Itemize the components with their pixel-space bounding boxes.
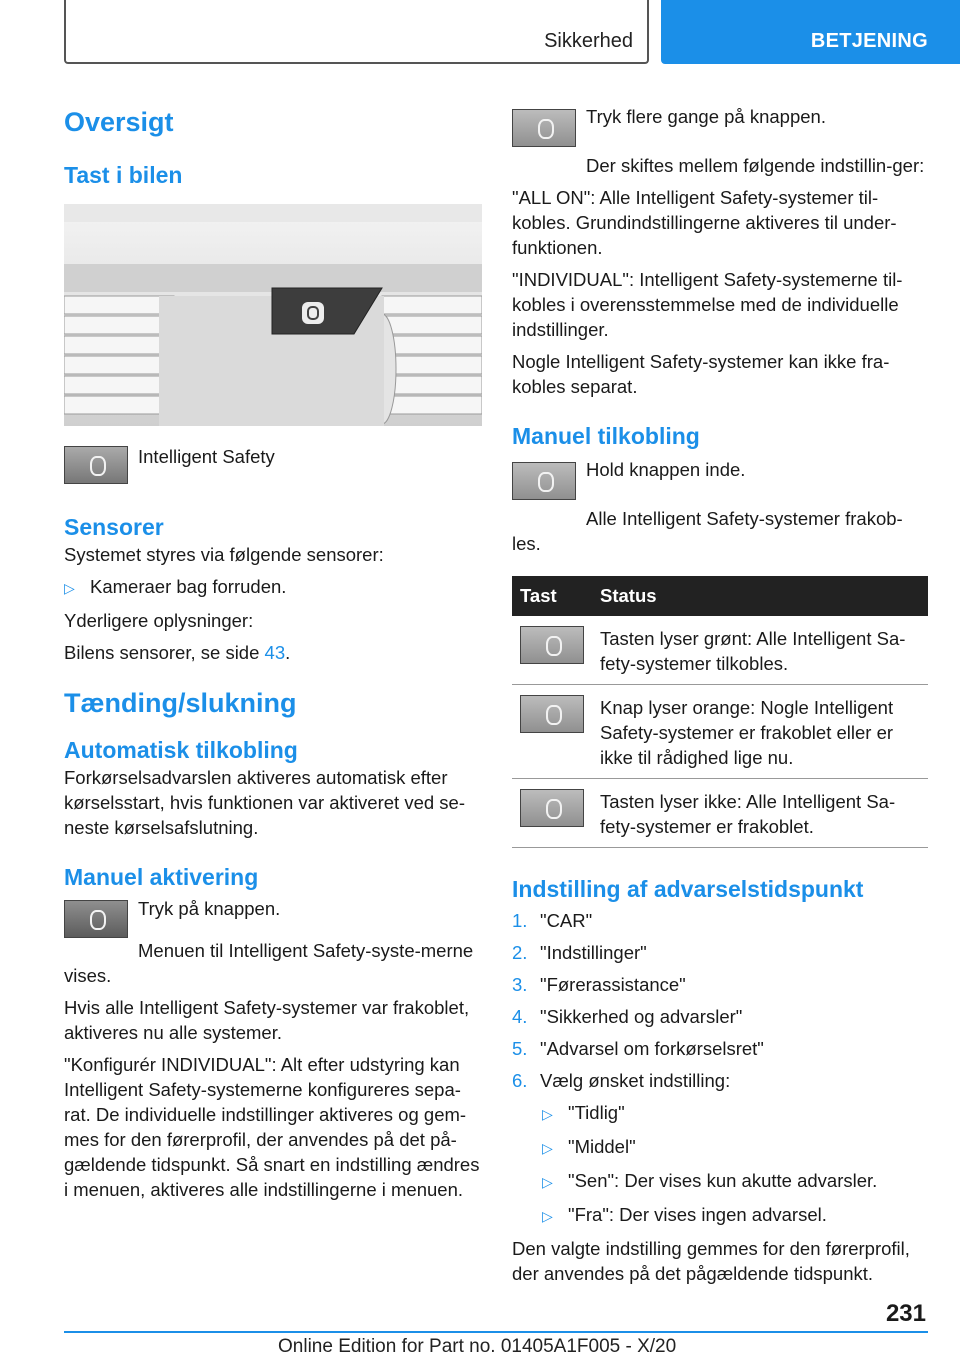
step-number: 3. [512,974,528,995]
table-header-status: Status [592,576,928,616]
page-number: 231 [885,1300,926,1327]
option-text: "Fra": Der vises ingen advarsel. [568,1204,827,1225]
list-item [542,1100,928,1127]
list-item [512,908,928,933]
nogle-text: Nogle Intelligent Safety-systemer kan ikke fra-kobles separat. [512,351,890,397]
step-number: 5. [512,1038,528,1059]
all-on-text: "ALL ON": Alle Intelligent Safety-systemer til-kobles. Grundindstillingerne aktiveres til under-funktionen. [512,187,897,258]
sensorer-intro: Systemet styres via følgende sensorer: [64,544,384,565]
step-number: 1. [512,910,528,931]
header-chapter-tab [661,0,960,64]
options-list [542,1100,928,1229]
header-section-tab [64,0,649,64]
header-chapter-label: BETJENING [810,30,928,52]
more-info: Yderligere oplysninger: [64,610,254,631]
triangle-bullet-icon: ▷ [542,1174,553,1190]
option-text: "Middel" [568,1136,636,1157]
dashboard-illustration [64,204,482,426]
sensorer-bullet-text: Kameraer bag forruden. [90,576,287,597]
option-text: "Sen": Der vises kun akutte advarsler. [568,1170,878,1191]
left-column [64,100,482,1202]
auto-text: Forkørselsadvarslen aktiveres automatisk efter kørselsstart, hvis funktionen var aktiveret ved se-neste kørselsafslutning. [64,767,465,838]
manuel-aktivering-row [64,896,482,938]
off-button-icon [520,789,584,827]
sensorer-bullet [64,574,482,601]
step-text: "CAR" [540,910,593,931]
list-item [512,940,928,965]
table-header-tast: Tast [512,576,592,616]
auto-heading: Automatisk tilkobling [64,737,298,763]
manuel-akt-line2: Menuen til Intelligent Safety-syste-merne vises. [64,940,474,986]
intelligent-safety-button-icon [512,109,576,147]
footer-divider [64,1331,928,1333]
table-cell-status: Tasten lyser ikke: Alle Intelligent Sa-fety-systemer er frakoblet. [592,779,928,848]
step-number: 2. [512,942,528,963]
header-section-label: Sikkerhed [544,30,633,52]
step-number: 6. [512,1070,528,1091]
list-item [512,972,928,997]
page-title: Oversigt [64,107,174,137]
step-text: "Indstillinger" [540,942,647,963]
triangle-bullet-icon: ▷ [542,1208,553,1224]
step-text: "Førerassistance" [540,974,686,995]
list-item [542,1168,928,1195]
tast-heading: Tast i bilen [64,162,183,188]
footer-edition: Online Edition for Part no. 01405A1F005 - X/20 [278,1336,677,1357]
option-text: "Tidlig" [568,1102,625,1123]
list-item [542,1202,928,1229]
press-line1: Tryk flere gange på knappen. [586,106,826,127]
steps-list [512,908,928,1093]
taending-heading: Tænding/slukning [64,688,297,718]
press-row [512,104,928,147]
manuel-tilkobling-heading: Manuel tilkobling [512,423,700,449]
right-column [512,100,928,1286]
sensor-reference [64,640,482,665]
step-text: Vælg ønsket indstilling: [540,1070,731,1091]
list-item [512,1004,928,1029]
hold-line2: Alle Intelligent Safety-systemer frakob-les. [512,508,903,554]
intelligent-safety-button-icon [512,462,576,500]
status-table [512,576,928,848]
button-caption: Intelligent Safety [138,446,275,467]
sensor-ref-end: . [285,642,291,663]
sensor-ref-page-link[interactable]: 43 [264,642,286,663]
closing-text: Den valgte indstilling gemmes for den førerprofil, der anvendes på det pågældende tidspunkt. [512,1238,910,1284]
individual-text: "INDIVIDUAL": Intelligent Safety-systemerne til-kobles i overensstemmelse med de individuelle indstillinger. [512,269,903,340]
table-cell-status: Knap lyser orange: Nogle Intelligent Safety-systemer er frakoblet eller er ikke til rådighed lige nu. [592,685,928,779]
triangle-bullet-icon: ▷ [542,1106,553,1122]
manuel-akt-line1: Tryk på knappen. [138,898,281,919]
intelligent-safety-button-row [64,446,482,484]
triangle-bullet-icon: ▷ [64,580,75,596]
orange-button-icon [520,695,584,733]
step-number: 4. [512,1006,528,1027]
intelligent-safety-button-icon [64,900,128,938]
list-item [512,1068,928,1093]
table-row [512,685,928,779]
press-line2: Der skiftes mellem følgende indstillin-ger: [586,155,925,176]
sensor-ref-text: Bilens sensorer, se side [64,642,265,663]
dashboard-photo [64,204,482,426]
manuel-aktivering-heading: Manuel aktivering [64,864,259,890]
intelligent-safety-button-icon [64,446,128,484]
manuel-akt-p2: Hvis alle Intelligent Safety-systemer var frakoblet, aktiveres nu alle systemer. [64,997,470,1043]
table-cell-status: Tasten lyser grønt: Alle Intelligent Sa-fety-systemer tilkobles. [592,616,928,685]
green-button-icon [520,626,584,664]
manuel-akt-p3: "Konfigurér INDIVIDUAL": Alt efter udstyring kan Intelligent Safety-systemerne konfigureres sepa-rat. De individuelle indstillinger aktiveres og gem-mes for den førerprofil, der anvendes på det på-gældende tidspunkt. Så snart en indstilling ændres i menuen, aktiveres alle indstillingerne i menuen. [64,1054,480,1200]
triangle-bullet-icon: ▷ [542,1140,553,1156]
indstilling-heading: Indstilling af advarselstidspunkt [512,876,864,902]
table-row [512,779,928,848]
step-text: "Advarsel om forkørselsret" [540,1038,764,1059]
list-item [512,1036,928,1061]
hold-row [512,457,928,500]
table-row [512,616,928,685]
sensorer-heading: Sensorer [64,514,164,540]
step-text: "Sikkerhed og advarsler" [540,1006,743,1027]
list-item [542,1134,928,1161]
hold-line1: Hold knappen inde. [586,459,746,480]
